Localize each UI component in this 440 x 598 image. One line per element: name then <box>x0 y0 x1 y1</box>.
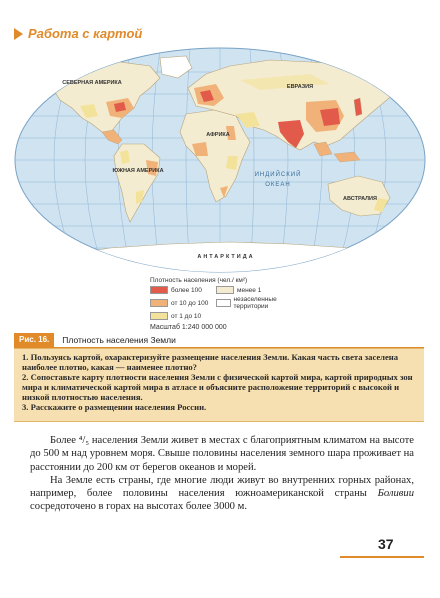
paragraph-text: На Земле есть страны, где многие люди живут во внутренних горных районах, например, более половины населения южноамериканской страны <box>30 474 414 500</box>
legend-item <box>150 286 212 294</box>
label-ocean-word: ОКЕАН <box>265 182 291 188</box>
legend-swatch <box>216 299 231 307</box>
question-item: 3. Расскажите о размещении населения России. <box>22 402 207 412</box>
paragraph <box>30 474 414 514</box>
legend-label: менее 1 <box>237 286 262 294</box>
questions-box <box>14 348 424 422</box>
page-rule <box>340 556 424 558</box>
legend-label: от 1 до 10 <box>171 312 202 320</box>
label-australia: АВСТРАЛИЯ <box>343 196 377 202</box>
map-svg <box>10 44 430 276</box>
legend-label: более 100 <box>171 286 202 294</box>
page-number: 37 <box>378 536 394 552</box>
label-south-america: ЮЖНАЯ АМЕРИКА <box>112 168 164 174</box>
label-eurasia: ЕВРАЗИЯ <box>286 84 314 90</box>
section-header <box>14 26 142 41</box>
legend-swatch <box>150 299 168 307</box>
legend-item <box>216 286 296 294</box>
paragraph-text: сосредоточено в горах на высотах более 3000 м. <box>30 501 247 513</box>
label-africa: АФРИКА <box>206 132 230 138</box>
question-item: 1. Пользуясь картой, охарактеризуйте размещение населения Земли. Какая часть света заселена наиболее плотно, какая — наименее плотно? <box>22 352 399 372</box>
main-text <box>30 434 414 514</box>
legend-grid <box>150 286 330 320</box>
legend-item <box>150 296 212 310</box>
map-scale: Масштаб 1:240 000 000 <box>150 324 227 331</box>
figure-label: Рис. 16. <box>14 333 54 347</box>
label-antarctica: АНТАРКТИДА <box>197 254 255 260</box>
legend-label: от 10 до 100 <box>171 299 209 307</box>
section-title: Работа с картой <box>28 26 143 41</box>
label-north-america-1: СЕВЕРНАЯ АМЕРИКА <box>62 80 122 86</box>
legend-swatch <box>216 286 234 294</box>
map-legend <box>150 277 330 331</box>
figure-caption <box>14 333 424 348</box>
country-name: Боливии <box>377 488 414 500</box>
label-indian-ocean: ИНДИЙСКИЙ <box>254 172 302 178</box>
legend-item <box>216 296 296 310</box>
figure-title: Плотность населения Земли <box>62 335 176 345</box>
question-item: 2. Сопоставьте карту плотности населения Земли с физической картой мира, картой природных зон мира и климатической картой мира в атласе и объясните расположение территорий с высокой и низкой плотностью населения. <box>22 372 413 402</box>
legend-swatch <box>150 286 168 294</box>
legend-item <box>150 312 212 320</box>
legend-title: Плотность населения (чел./ км²) <box>150 277 248 284</box>
arrow-right-icon <box>14 28 23 40</box>
legend-swatch <box>150 312 168 320</box>
paragraph: Более ⁴/₅ населения Земли живет в местах с благоприятным климатом на высоте до 500 м над уровнем моря. Свыше половины населения земного шара проживает на расстоянии до 200 км от берегов океанов и морей. <box>30 435 414 473</box>
population-density-map <box>10 44 430 276</box>
legend-label: незаселенные территории <box>233 296 277 310</box>
